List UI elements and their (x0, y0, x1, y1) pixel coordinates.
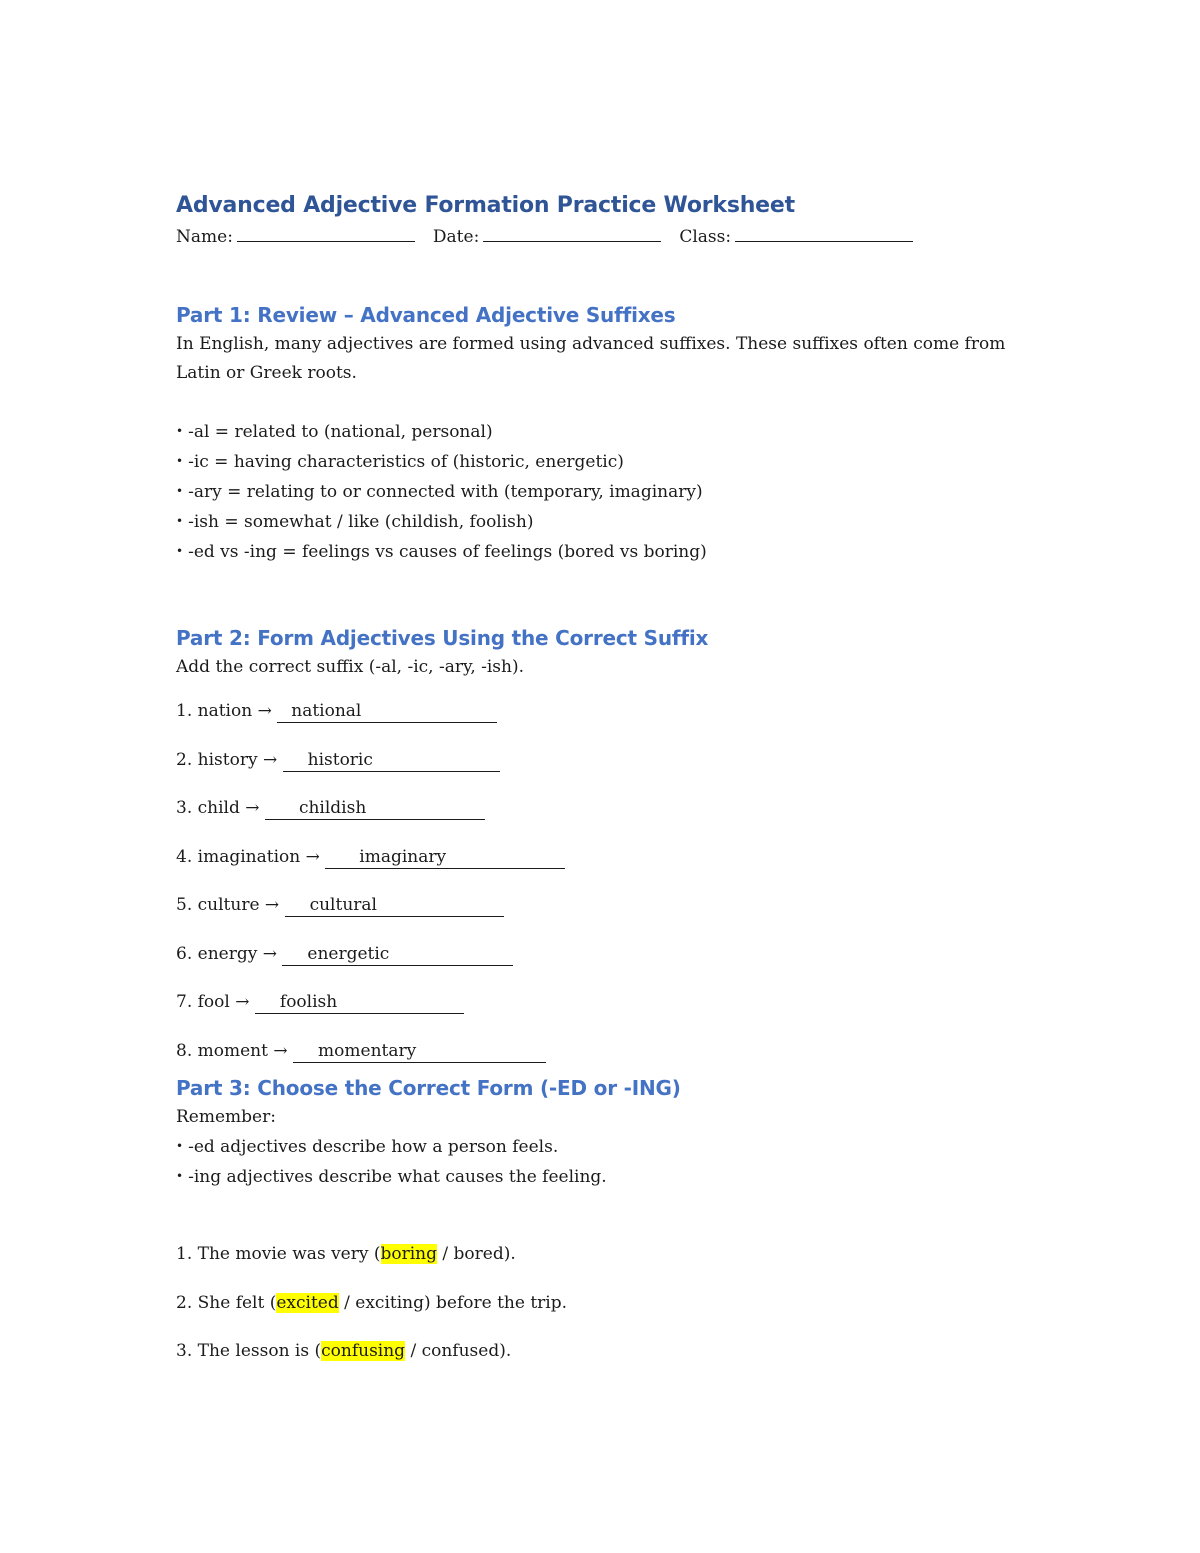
rule-list (176, 1132, 1036, 1192)
answer-text: historic (307, 749, 373, 770)
choice-sentence-list (176, 1240, 1036, 1366)
item-number: 2. (176, 1292, 193, 1313)
sentence-text: She felt ( (197, 1292, 277, 1313)
highlighted-answer[interactable]: confusing (321, 1341, 406, 1361)
class-field[interactable] (679, 222, 913, 252)
answer-field[interactable] (293, 1040, 546, 1063)
rule-text: -ed adjectives describe how a person feels. (188, 1137, 559, 1157)
list-item (176, 940, 1036, 969)
bullet-text: -ary = relating to or connected with (temporary, imaginary) (188, 482, 703, 502)
base-word: moment (197, 1040, 268, 1061)
answer-text: childish (298, 798, 367, 818)
base-word: nation (197, 701, 253, 721)
suffix-exercise-list (176, 697, 1036, 1066)
arrow-icon: → (273, 1040, 288, 1061)
arrow-icon: → (264, 895, 280, 915)
item-number: 7. (176, 992, 193, 1012)
list-item (176, 697, 1036, 726)
list-item (176, 1132, 1036, 1162)
name-label: Name: (176, 227, 233, 247)
item-number: 1. (176, 701, 193, 721)
base-word: culture (197, 895, 260, 915)
answer-text: national (291, 701, 362, 721)
date-blank[interactable] (483, 223, 661, 242)
bullet-icon: • (176, 454, 184, 468)
bullet-icon: • (176, 514, 184, 528)
list-item (176, 537, 1036, 567)
list-item (176, 1162, 1036, 1192)
item-number: 4. (176, 846, 193, 867)
answer-field[interactable] (255, 991, 464, 1014)
suffix-list (176, 417, 1036, 567)
answer-field[interactable] (277, 700, 497, 723)
arrow-icon: → (235, 992, 250, 1012)
bullet-icon: • (176, 424, 184, 438)
bullet-text: -ed vs -ing = feelings vs causes of feelings (bored vs boring) (188, 542, 707, 562)
arrow-icon: → (257, 701, 272, 721)
worksheet-page (176, 190, 1036, 1386)
list-item (176, 477, 1036, 507)
arrow-icon: → (262, 749, 278, 770)
list-item (176, 1289, 1036, 1318)
bullet-icon: • (176, 1139, 184, 1153)
part1-heading: Part 1: Review – Advanced Adjective Suffixes (176, 303, 676, 327)
name-field[interactable] (176, 222, 415, 252)
arrow-icon: → (305, 846, 320, 867)
part2-instruction: Add the correct suffix (-al, -ic, -ary, -ish). (176, 657, 525, 677)
list-item (176, 1337, 1036, 1366)
answer-field[interactable] (285, 894, 504, 917)
item-number: 2. (176, 749, 193, 770)
item-number: 1. (176, 1244, 193, 1264)
answer-field[interactable] (265, 797, 485, 820)
rule-text: -ing adjectives describe what causes the feeling. (188, 1167, 607, 1187)
base-word: fool (197, 992, 230, 1012)
base-word: child (197, 798, 240, 818)
base-word: imagination (197, 846, 301, 867)
list-item (176, 746, 1036, 775)
student-info-row (176, 222, 1036, 252)
part1-intro: In English, many adjectives are formed using advanced suffixes. These suffixes often come from Latin or Greek roots. (176, 334, 1006, 383)
list-item (176, 988, 1036, 1017)
list-item (176, 891, 1036, 920)
arrow-icon: → (262, 943, 277, 964)
base-word: history (197, 749, 258, 770)
answer-field[interactable] (282, 943, 513, 966)
answer-field[interactable] (325, 846, 565, 869)
sentence-text: The movie was very ( (197, 1244, 381, 1264)
part1-section (176, 300, 1036, 567)
list-item (176, 794, 1036, 823)
list-item (176, 1037, 1036, 1066)
list-item (176, 447, 1036, 477)
item-number: 6. (176, 943, 193, 964)
sentence-text: / confused). (405, 1341, 512, 1361)
answer-text: imaginary (359, 846, 447, 867)
date-field[interactable] (433, 222, 661, 252)
part3-heading: Part 3: Choose the Correct Form (-ED or -ING) (176, 1076, 681, 1100)
bullet-icon: • (176, 1169, 184, 1183)
item-number: 3. (176, 798, 193, 818)
remember-label: Remember: (176, 1107, 276, 1127)
bullet-icon: • (176, 484, 184, 498)
name-blank[interactable] (237, 223, 415, 242)
sentence-text: / bored). (437, 1244, 516, 1264)
highlighted-answer[interactable]: boring (380, 1244, 438, 1264)
item-number: 5. (176, 895, 193, 915)
item-number: 8. (176, 1040, 193, 1061)
part2-section (176, 623, 1036, 1066)
class-blank[interactable] (735, 223, 913, 242)
answer-text: energetic (307, 943, 390, 964)
item-number: 3. (176, 1341, 193, 1361)
highlighted-answer[interactable]: excited (276, 1292, 339, 1313)
list-item (176, 843, 1036, 872)
list-item (176, 1240, 1036, 1269)
list-item (176, 417, 1036, 447)
worksheet-title: Advanced Adjective Formation Practice Worksheet (176, 193, 795, 218)
bullet-icon: • (176, 544, 184, 558)
base-word: energy (197, 943, 258, 964)
bullet-text: -ic = having characteristics of (historic, energetic) (188, 452, 624, 472)
sentence-text: The lesson is ( (197, 1341, 322, 1361)
answer-text: foolish (279, 992, 338, 1012)
answer-field[interactable] (283, 749, 500, 772)
bullet-text: -ish = somewhat / like (childish, foolish) (188, 512, 534, 532)
sentence-text: / exciting) before the trip. (338, 1292, 568, 1313)
answer-text: momentary (318, 1040, 417, 1061)
part3-section (176, 1073, 1036, 1366)
list-item (176, 507, 1036, 537)
part2-heading: Part 2: Form Adjectives Using the Correct Suffix (176, 626, 709, 650)
bullet-text: -al = related to (national, personal) (188, 422, 493, 442)
class-label: Class: (679, 227, 732, 247)
date-label: Date: (432, 227, 480, 247)
answer-text: cultural (309, 895, 377, 915)
arrow-icon: → (245, 798, 260, 818)
